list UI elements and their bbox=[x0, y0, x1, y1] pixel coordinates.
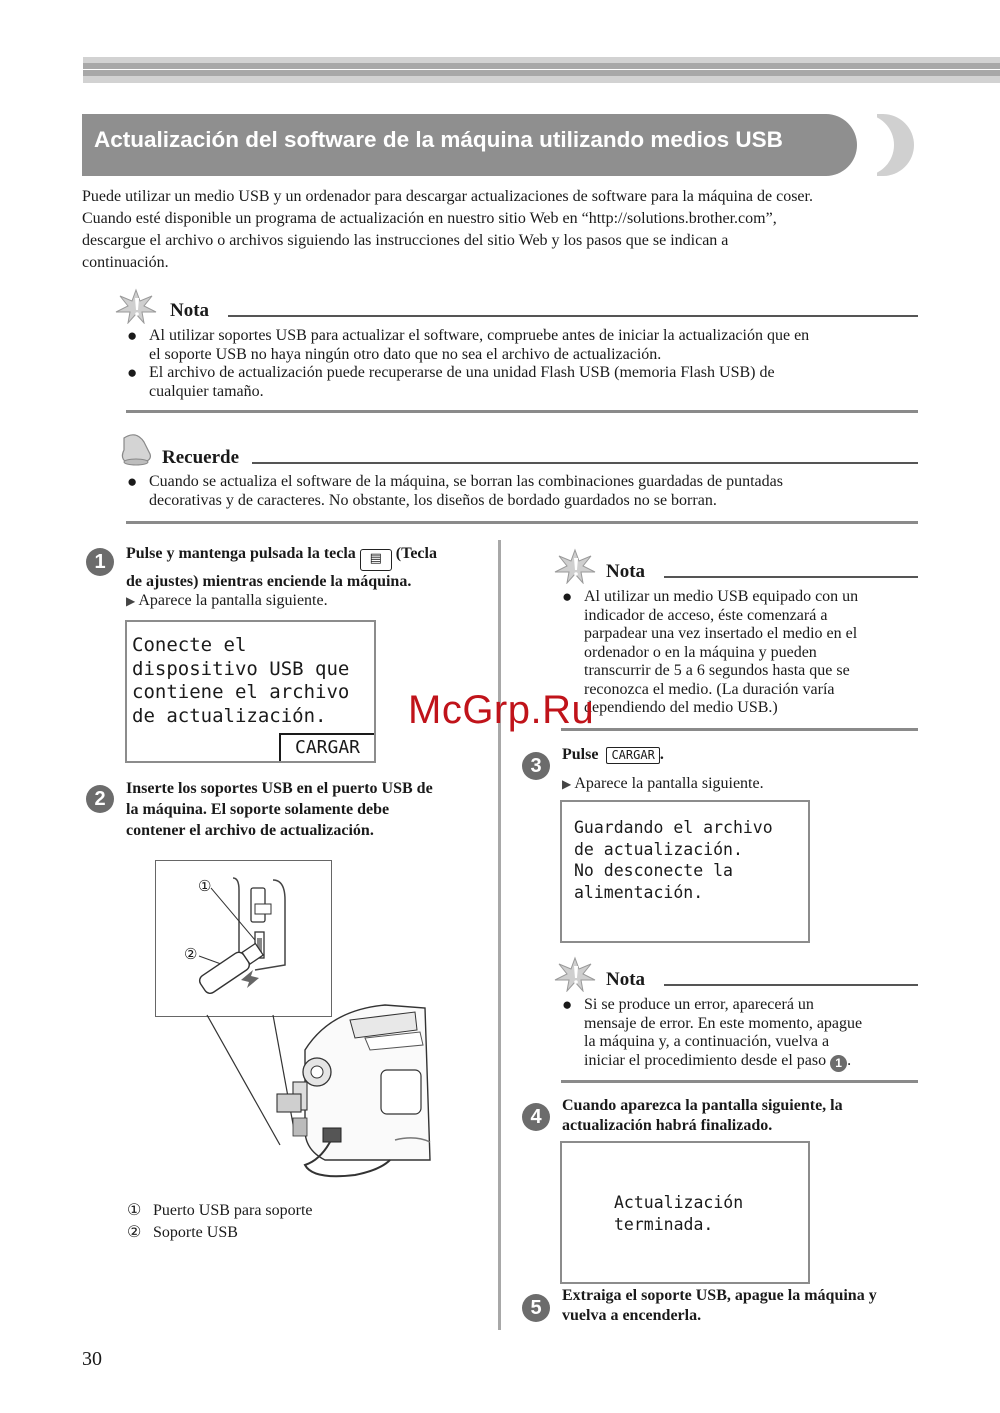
step-1-result: ▶ Aparece la pantalla siguiente. bbox=[126, 592, 328, 609]
remember-list bbox=[127, 473, 927, 510]
step-2-instruction: Inserte los soportes USB en el puerto USB de la máquina. El soporte solamente debe contener el archivo de actualización. bbox=[126, 780, 433, 839]
list-item: ● Si se produce un error, aparecerá un mensaje de error. En este momento, apague la máquina y, a continuación, vuelva a iniciar el procedimiento desde el paso 1 . bbox=[562, 995, 863, 1070]
remember-bottom-rule bbox=[126, 521, 918, 524]
note-heading-rule bbox=[664, 576, 918, 578]
callout-1: ① bbox=[198, 879, 212, 895]
note-heading-rule bbox=[664, 984, 918, 986]
step-5-instruction: Extraiga el soporte USB, apague la máquina y vuelva a encenderla. bbox=[562, 1287, 877, 1324]
remember-heading-rule bbox=[252, 462, 918, 464]
bell-icon bbox=[116, 432, 156, 466]
note-sparkle-icon bbox=[114, 288, 158, 324]
header-stripe bbox=[83, 57, 1000, 83]
note-bottom-rule bbox=[561, 728, 918, 731]
step-number-5: 5 bbox=[522, 1294, 550, 1322]
illustration-legend bbox=[127, 1200, 313, 1244]
note-heading-rule bbox=[228, 315, 918, 317]
note-sparkle-icon bbox=[553, 956, 597, 992]
step-ref-badge: 1 bbox=[830, 1055, 847, 1072]
intro-line: Puede utilizar un medio USB y un ordenador para descargar actualizaciones de software para la máquina de coser. bbox=[82, 188, 813, 205]
intro-line: Cuando esté disponible un programa de actualización en nuestro sitio Web en “http://solutions.brother.com”, bbox=[82, 210, 777, 227]
note-heading: Nota bbox=[606, 969, 646, 990]
step-number-2: 2 bbox=[86, 785, 114, 813]
step-number-1: 1 bbox=[86, 548, 114, 576]
note-bottom-rule bbox=[561, 1080, 918, 1083]
list-item: ● Cuando se actualiza el software de la máquina, se borran las combinaciones guardadas de puntadas decorativas y de caracteres. No obstante, los diseños de bordado guardados no se borran. bbox=[127, 472, 783, 509]
note-bottom-rule bbox=[126, 410, 918, 413]
page-title: Actualización del software de la máquina utilizando medios USB bbox=[94, 127, 783, 152]
cargar-key[interactable]: CARGAR bbox=[606, 747, 659, 764]
step-1-instruction: Pulse y mantenga pulsada la tecla ▤ (Tecla de ajustes) mientras enciende la máquina. bbox=[126, 545, 437, 590]
step-number-3: 3 bbox=[522, 752, 550, 780]
lcd-screen-saving: Guardando el archivo de actualización. No desconecte la alimentación. bbox=[560, 800, 810, 943]
legend-item: ① Puerto USB para soporte bbox=[127, 1202, 313, 1219]
arrow-right-icon: ▶ bbox=[562, 777, 572, 791]
section-title-bar bbox=[82, 114, 914, 176]
list-item: ● Al utilizar un medio USB equipado con un indicador de acceso, éste comenzará a parpadear una vez insertado el medio en el ordenador o en la máquina y pueden transcurrir de 5 a 6 segundos hasta que se reconozca el medio. (La duración varía dependiendo del medio USB.) bbox=[562, 587, 859, 716]
column-divider bbox=[498, 540, 501, 1330]
remember-heading: Recuerde bbox=[162, 447, 240, 468]
lcd-screen-finished: Actualización terminada. bbox=[560, 1141, 810, 1284]
callout-2: ② bbox=[184, 947, 198, 963]
step-number-4: 4 bbox=[522, 1103, 550, 1131]
note-heading: Nota bbox=[170, 300, 210, 321]
arrow-right-icon: ▶ bbox=[126, 594, 136, 608]
list-item: ● El archivo de actualización puede recuperarse de una unidad Flash USB (memoria Flash USB) de cualquier tamaño. bbox=[127, 363, 775, 400]
step-4-instruction: Cuando aparezca la pantalla siguiente, la actualización habrá finalizado. bbox=[562, 1097, 843, 1134]
lcd-screen-connect: Conecte el dispositivo USB que contiene el archivo de actualización. CARGAR bbox=[125, 620, 376, 763]
list-item: ● Al utilizar soportes USB para actualizar el software, compruebe antes de iniciar la actualización que en el soporte USB no haya ningún otro dato que no sea el archivo de actualización. bbox=[127, 326, 810, 363]
cargar-screen-button[interactable]: CARGAR bbox=[279, 733, 374, 761]
usb-insertion-illustration bbox=[155, 860, 435, 1200]
note-sparkle-icon bbox=[553, 548, 597, 584]
note-list bbox=[562, 996, 922, 1072]
note-list bbox=[562, 588, 922, 718]
note-list bbox=[127, 327, 927, 401]
intro-line: continuación. bbox=[82, 254, 169, 271]
intro-paragraph bbox=[82, 186, 922, 274]
settings-key-icon: ▤ bbox=[360, 549, 392, 571]
watermark: McGrp.Ru bbox=[408, 688, 595, 732]
legend-item: ② Soporte USB bbox=[127, 1224, 238, 1241]
page-number: 30 bbox=[82, 1348, 102, 1370]
step-3-result: ▶ Aparece la pantalla siguiente. bbox=[562, 775, 764, 792]
intro-line: descargue el archivo o archivos siguiendo las instrucciones del sitio Web y los pasos que se indican a bbox=[82, 232, 729, 249]
step-3-instruction: Pulse CARGAR . bbox=[562, 746, 664, 763]
note-heading: Nota bbox=[606, 561, 646, 582]
